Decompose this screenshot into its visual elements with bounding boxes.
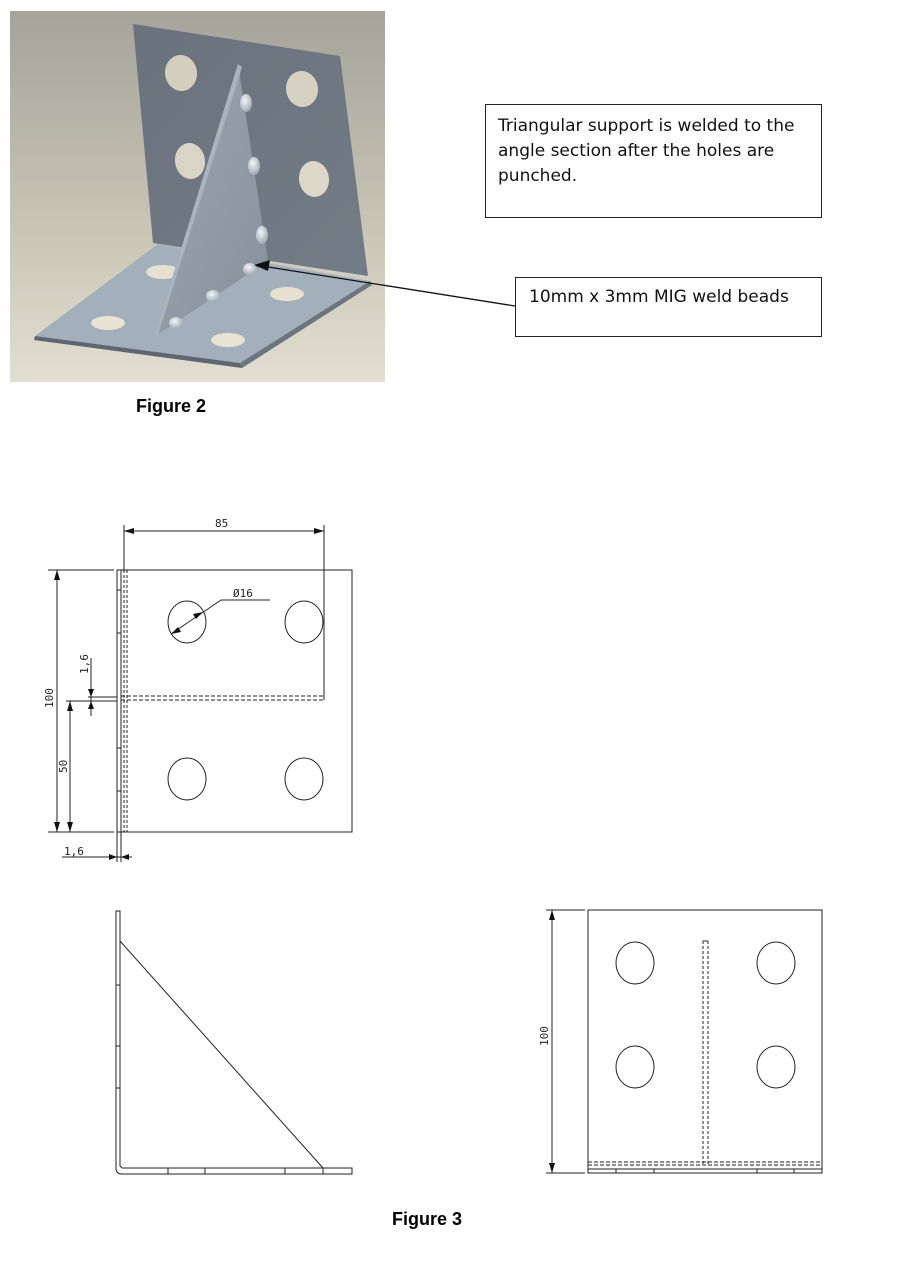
top-view-drawing — [530, 900, 840, 1190]
callout-text: 10mm x 3mm MIG weld beads — [529, 287, 789, 307]
dim-height: 100 — [43, 688, 56, 708]
dim-half-height: 50 — [57, 759, 70, 773]
side-view-drawing — [100, 900, 370, 1190]
front-view-drawing — [0, 500, 400, 880]
dim-width: 85 — [215, 517, 229, 530]
dim-height: 100 — [538, 1026, 551, 1046]
dim-thickness-horizontal: 1,6 — [64, 845, 84, 858]
figure-2-caption: Figure 2 — [136, 396, 207, 416]
callout-text: Triangular support is welded to the angle section after the holes are punched. — [498, 116, 795, 186]
arrowhead-icon — [254, 260, 270, 271]
callout-weld-beads — [515, 277, 822, 337]
figure-3-caption: Figure 3 — [392, 1209, 463, 1229]
dim-thickness-vertical: 1,6 — [78, 654, 91, 674]
dim-hole-diameter: Ø16 — [233, 587, 253, 600]
callout-welded-support — [485, 104, 822, 218]
